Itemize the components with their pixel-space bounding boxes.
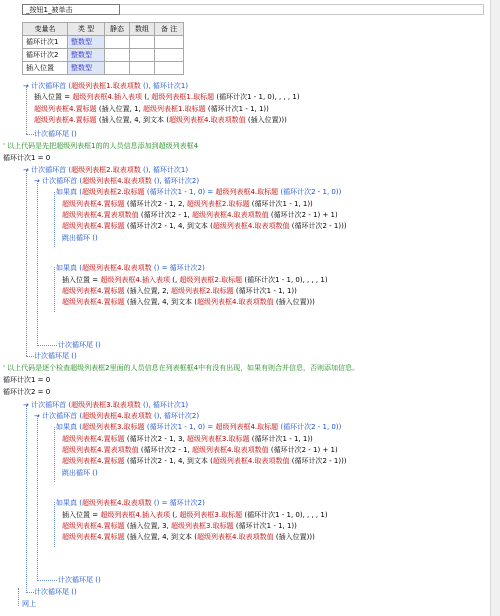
code-line[interactable]: → 计次循环首 (超级列表框2.取表项数 (), 循环计次1) xyxy=(23,166,189,174)
flow-guide-line xyxy=(26,405,27,593)
code-line[interactable]: 超级列表框4.置标题 (循环计次2 - 1, 4, 到文本 (超级列表框4.取表项数值 (循环计次2 - 1))) xyxy=(62,457,347,465)
variable-note[interactable] xyxy=(155,62,184,75)
variable-array[interactable] xyxy=(130,49,155,62)
code-line[interactable]: 超级列表框4.置标题 (插入位置, 2, 超级列表框2.取标题 (循环计次1 - 1, 1)) xyxy=(62,287,297,295)
flow-guide-line xyxy=(37,580,57,581)
code-line[interactable]: 超级列表框4.置标题 (循环计次2 - 1, 4, 到文本 (超级列表框4.取表项数值 (循环计次2 - 1))) xyxy=(62,222,347,230)
flow-guide-line xyxy=(54,192,55,247)
flow-guide-line xyxy=(54,427,55,482)
flow-guide-line xyxy=(54,267,55,312)
flow-guide-line xyxy=(37,345,57,346)
col-header-note: 备 注 xyxy=(155,23,184,36)
flow-guide-line xyxy=(26,134,34,135)
code-line[interactable]: 计次循环尾 () xyxy=(34,130,77,138)
code-line[interactable]: 超级列表框4.置标题 (插入位置, 4, 到文本 (超级列表框4.取表项数值 (插入位置))) xyxy=(62,533,315,541)
flow-guide-line xyxy=(26,86,27,134)
flow-arrow-icon: → xyxy=(34,177,40,185)
code-line[interactable]: 超级列表框4.置标题 (插入位置, 1, 超级列表框1.取标题 (循环计次1 - 1, 1)) xyxy=(34,105,269,113)
col-header-name: 变量名 xyxy=(23,23,68,36)
code-line[interactable]: 循环计次1 = 0 xyxy=(3,154,51,162)
flow-arrow-icon: → xyxy=(23,401,29,409)
flow-guide-line xyxy=(26,592,34,593)
code-line[interactable]: → 计次循环首 (超级列表框3.取表项数 (), 循环计次1) xyxy=(23,401,189,409)
code-line[interactable]: 插入位置 = 超级列表框4.插入表项 (, 超级列表框3.取标题 (循环计次1 - 1, 0), , , , 1) xyxy=(62,511,328,519)
code-line[interactable]: 如果真 (超级列表框4.取表项数 () = 循环计次2) xyxy=(56,264,205,272)
variable-static[interactable] xyxy=(105,62,130,75)
subroutine-title-extension xyxy=(120,4,484,15)
flow-arrow-icon: → xyxy=(23,166,29,174)
code-line[interactable]: 如果真 (超级列表框3.取标题 (循环计次1 - 1, 0) = 超级列表框4.取标题 (循环计次2 - 1, 0)) xyxy=(56,423,342,431)
variable-row[interactable] xyxy=(23,62,184,75)
code-line[interactable]: 超级列表框4.置表项数值 (循环计次2 - 1, 超级列表框4.取表项数值 (循环计次2 - 1) + 1) xyxy=(62,211,338,219)
variable-table xyxy=(22,22,184,75)
code-line[interactable]: 循环计次1 = 0 xyxy=(3,376,51,384)
variable-type[interactable]: 整数型 xyxy=(68,62,105,75)
code-line[interactable]: 超级列表框4.置标题 (循环计次2 - 1, 2, 超级列表框2.取标题 (循环计次1 - 1, 1)) xyxy=(62,200,313,208)
flow-guide-line xyxy=(26,356,34,357)
code-line[interactable]: 跳出循环 () xyxy=(62,469,98,477)
variable-name[interactable]: 循环计次2 xyxy=(23,49,68,62)
subroutine-title[interactable]: _按钮1_被单击 xyxy=(22,4,120,15)
variable-row[interactable] xyxy=(23,49,184,62)
variable-name[interactable]: 插入位置 xyxy=(23,62,68,75)
variable-static[interactable] xyxy=(105,36,130,49)
variable-array[interactable] xyxy=(130,62,155,75)
code-line[interactable]: 插入位置 = 超级列表框4.插入表项 (, 超级列表框2.取标题 (循环计次1 - 1, 0), , , , 1) xyxy=(62,276,328,284)
code-line[interactable]: 超级列表框4.置标题 (插入位置, 4, 到文本 (超级列表框4.取表项数值 (插入位置))) xyxy=(34,116,287,124)
col-header-static: 静态 xyxy=(105,23,130,36)
flow-arrow-icon: → xyxy=(23,82,29,90)
code-line[interactable]: → 计次循环首 (超级列表框4.取表项数 (), 循环计次2) xyxy=(34,177,200,185)
variable-static[interactable] xyxy=(105,49,130,62)
variable-type[interactable]: 整数型 xyxy=(68,49,105,62)
variable-row[interactable] xyxy=(23,36,184,49)
code-line[interactable]: 计次循环尾 () xyxy=(58,576,101,584)
flow-guide-line xyxy=(37,181,38,346)
code-line[interactable]: 如果真 (超级列表框2.取标题 (循环计次1 - 1, 0) = 超级列表框4.取标题 (循环计次2 - 1, 0)) xyxy=(56,188,342,196)
variable-note[interactable] xyxy=(155,36,184,49)
flow-arrow-icon: → xyxy=(34,412,40,420)
code-line[interactable]: 超级列表框4.置标题 (插入位置, 4, 到文本 (超级列表框4.取表项数值 (插入位置))) xyxy=(62,298,315,306)
code-line[interactable]: 跳出循环 () xyxy=(62,234,98,242)
code-line[interactable]: 超级列表框4.置表项数值 (循环计次2 - 1, 超级列表框4.取表项数值 (循环计次2 - 1) + 1) xyxy=(62,446,338,454)
variable-table-header xyxy=(23,23,184,36)
code-line[interactable]: 网上 xyxy=(22,600,36,608)
variable-type[interactable]: 整数型 xyxy=(68,36,105,49)
code-line[interactable]: 计次循环尾 () xyxy=(34,352,77,360)
code-line[interactable]: → 计次循环首 (超级列表框4.取表项数 (), 循环计次2) xyxy=(34,412,200,420)
code-line[interactable]: 超级列表框4.置标题 (插入位置, 3, 超级列表框3.取标题 (循环计次1 - 1, 1)) xyxy=(62,522,297,530)
flow-guide-line xyxy=(26,170,27,356)
flow-guide-line xyxy=(18,588,19,606)
vertical-scrollbar[interactable] xyxy=(490,0,500,616)
flow-guide-line xyxy=(54,502,55,547)
comment-line[interactable]: ' 以上代码是先把超级列表框1的的人员信息添加到超级列表框4 xyxy=(3,142,199,150)
flow-guide-line xyxy=(37,416,38,581)
code-line[interactable]: 超级列表框4.置标题 (循环计次2 - 1, 3, 超级列表框3.取标题 (循环计次1 - 1, 1)) xyxy=(62,435,313,443)
code-line[interactable]: 计次循环尾 () xyxy=(58,341,101,349)
code-line[interactable]: 循环计次2 = 0 xyxy=(3,388,51,396)
variable-array[interactable] xyxy=(130,36,155,49)
code-line[interactable]: 插入位置 = 超级列表框4.插入表项 (, 超级列表框1.取标题 (循环计次1 - 1, 0), , , , 1) xyxy=(34,93,300,101)
variable-note[interactable] xyxy=(155,49,184,62)
code-line[interactable]: 如果真 (超级列表框4.取表项数 () = 循环计次2) xyxy=(56,499,205,507)
col-header-type: 类 型 xyxy=(68,23,105,36)
code-line[interactable]: → 计次循环首 (超级列表框1.取表项数 (), 循环计次1) xyxy=(23,82,189,90)
variable-name[interactable]: 循环计次1 xyxy=(23,36,68,49)
code-line[interactable]: 计次循环尾 () xyxy=(34,588,77,596)
col-header-array: 数组 xyxy=(130,23,155,36)
comment-line[interactable]: ' 以上代码是逐个检查超级列表框2里面的人员信息在列表框框4中有没有出现，如果有则合并信息，否则添加信息。 xyxy=(3,364,360,372)
